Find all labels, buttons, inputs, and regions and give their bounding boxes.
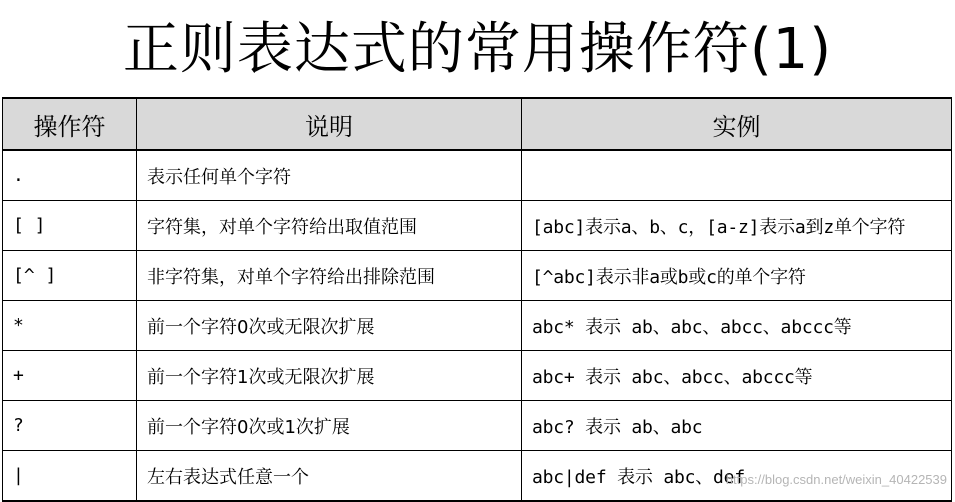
watermark: https://blog.csdn.net/weixin_40422539	[725, 472, 947, 487]
operator-cell: .	[3, 150, 137, 201]
example-cell: [^abc]表示非a或b或c的单个字符	[522, 251, 952, 301]
operator-cell: |	[3, 451, 137, 502]
page-title: 正则表达式的常用操作符(1)	[122, 17, 833, 82]
description-cell: 前一个字符1次或无限次扩展	[137, 351, 522, 401]
table-row	[3, 251, 952, 301]
description-cell: 表示任何单个字符	[137, 150, 522, 201]
header-description: 说明	[137, 98, 522, 150]
example-cell: abc? 表示 ab、abc	[522, 401, 952, 451]
header-operator: 操作符	[3, 98, 137, 150]
operator-cell: ?	[3, 401, 137, 451]
example-cell: [abc]表示a、b、c，[a-z]表示a到z单个字符	[522, 201, 952, 251]
table-row	[3, 401, 952, 451]
operator-cell: *	[3, 301, 137, 351]
table-row	[3, 301, 952, 351]
operators-table	[2, 97, 952, 502]
table-row	[3, 201, 952, 251]
example-cell	[522, 150, 952, 201]
table-row	[3, 150, 952, 201]
description-cell: 左右表达式任意一个	[137, 451, 522, 502]
operator-cell: +	[3, 351, 137, 401]
operator-cell: [ ]	[3, 201, 137, 251]
table-row	[3, 351, 952, 401]
description-cell: 字符集，对单个字符给出取值范围	[137, 201, 522, 251]
header-example: 实例	[522, 98, 952, 150]
table-header-row	[3, 98, 952, 150]
example-cell: abc+ 表示 abc、abcc、abccc等	[522, 351, 952, 401]
example-cell: abc|def 表示 abc、def	[522, 451, 952, 502]
description-cell: 前一个字符0次或无限次扩展	[137, 301, 522, 351]
operator-cell: [^ ]	[3, 251, 137, 301]
example-cell: abc* 表示 ab、abc、abcc、abccc等	[522, 301, 952, 351]
description-cell: 非字符集，对单个字符给出排除范围	[137, 251, 522, 301]
description-cell: 前一个字符0次或1次扩展	[137, 401, 522, 451]
